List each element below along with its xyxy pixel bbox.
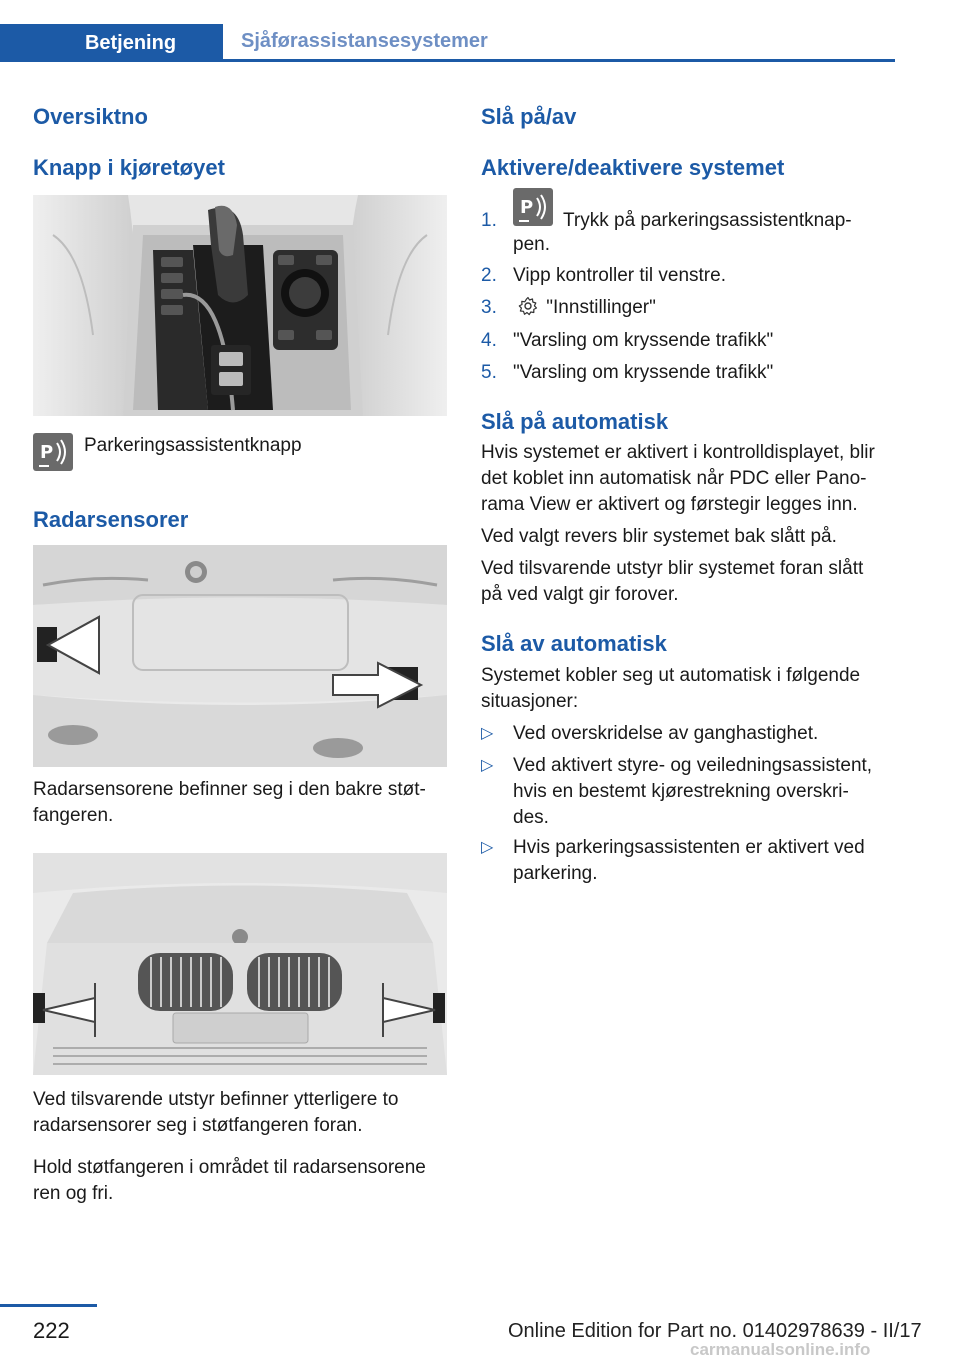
subheading-auto-on: Slå på automatisk xyxy=(481,409,669,434)
reverse-text: Ved valgt revers blir systemet bak slått på. xyxy=(481,526,837,547)
radar-location-text: Radarsensorene befinner seg i den bakre støt‐ fangeren. xyxy=(33,779,426,826)
svg-text:P: P xyxy=(520,197,534,218)
bullet-item: ▷ Ved aktivert styre- og veiledningsassistent, hvis en bestemt kjørestrekning overskri‐ des. xyxy=(481,755,873,828)
step-number: 3. xyxy=(481,297,497,318)
subheading-auto-off: Slå av automatisk xyxy=(481,631,667,656)
rear-bumper-illustration xyxy=(33,545,447,767)
step-2 xyxy=(481,263,726,289)
step-4 xyxy=(481,328,773,354)
step-5 xyxy=(481,360,773,386)
header xyxy=(0,24,895,62)
auto-on-text: Hvis systemet er aktivert i kontrolldisplayet, blir det koblet inn automatisk når PDC eller Pano‐ rama View er aktivert og førstegir legges inn. xyxy=(481,442,875,515)
step-text-continued: pen. xyxy=(513,234,550,255)
triangle-bullet-icon: ▷ xyxy=(481,725,494,742)
subheading-radar: Radarsensorer xyxy=(33,507,189,532)
watermark: carmanualsonline.info xyxy=(690,1340,871,1359)
bullet-item: ▷ Ved overskridelse av ganghastighet. xyxy=(481,721,901,747)
console-illustration xyxy=(33,195,447,416)
settings-gear-icon xyxy=(518,296,538,324)
parking-button-icon xyxy=(513,188,553,234)
subheading-activate: Aktivere/deaktivere systemet xyxy=(481,155,785,180)
step-number: 4. xyxy=(481,330,497,351)
step-text: "Innstillinger" xyxy=(546,297,656,318)
triangle-bullet-icon: ▷ xyxy=(481,839,494,856)
step-text: Trykk på parkeringsassistentknap‐ xyxy=(563,210,852,231)
step-text: Vipp kontroller til venstre. xyxy=(513,265,726,286)
front-bumper-illustration xyxy=(33,853,447,1075)
step-text: "Varsling om kryssende trafikk" xyxy=(513,330,774,351)
bullet-item: ▷ Hvis parkeringsassistenten er aktivert ved parkering. xyxy=(481,837,865,884)
step-number: 2. xyxy=(481,265,497,286)
step-number: 5. xyxy=(481,362,497,383)
section-title-onoff: Slå på/av xyxy=(481,104,577,129)
triangle-bullet-icon: ▷ xyxy=(481,757,494,774)
step-number: 1. xyxy=(481,210,497,231)
page-number: 222 xyxy=(33,1318,70,1343)
icon-caption: Parkeringsassistentknapp xyxy=(84,435,302,456)
step-text: "Varsling om kryssende trafikk" xyxy=(513,362,774,383)
tab-betjening[interactable]: Betjening xyxy=(0,24,223,62)
section-title-overview: Oversiktno xyxy=(33,104,148,129)
tab-section[interactable]: Sjåførassistansesystemer xyxy=(241,30,488,52)
svg-text:P: P xyxy=(40,442,54,463)
clean-sensors-text: Hold støtfangeren i området til radarsensorene ren og fri. xyxy=(33,1157,426,1204)
step-3 xyxy=(481,295,656,324)
front-radar-text: Ved tilsvarende utstyr befinner ytterligere to radarsensorer seg i støtfangeren foran. xyxy=(33,1089,399,1136)
forward-text: Ved tilsvarende utstyr blir systemet foran slått på ved valgt gir forover. xyxy=(481,558,864,605)
footer-rule xyxy=(0,1304,97,1307)
edition-text: Online Edition for Part no. 01402978639 - II/17 xyxy=(508,1320,922,1342)
parking-button-icon xyxy=(33,433,73,476)
auto-off-text: Systemet kobler seg ut automatisk i følgende situasjoner: xyxy=(481,665,861,712)
subheading-button: Knapp i kjøretøyet xyxy=(33,155,225,180)
